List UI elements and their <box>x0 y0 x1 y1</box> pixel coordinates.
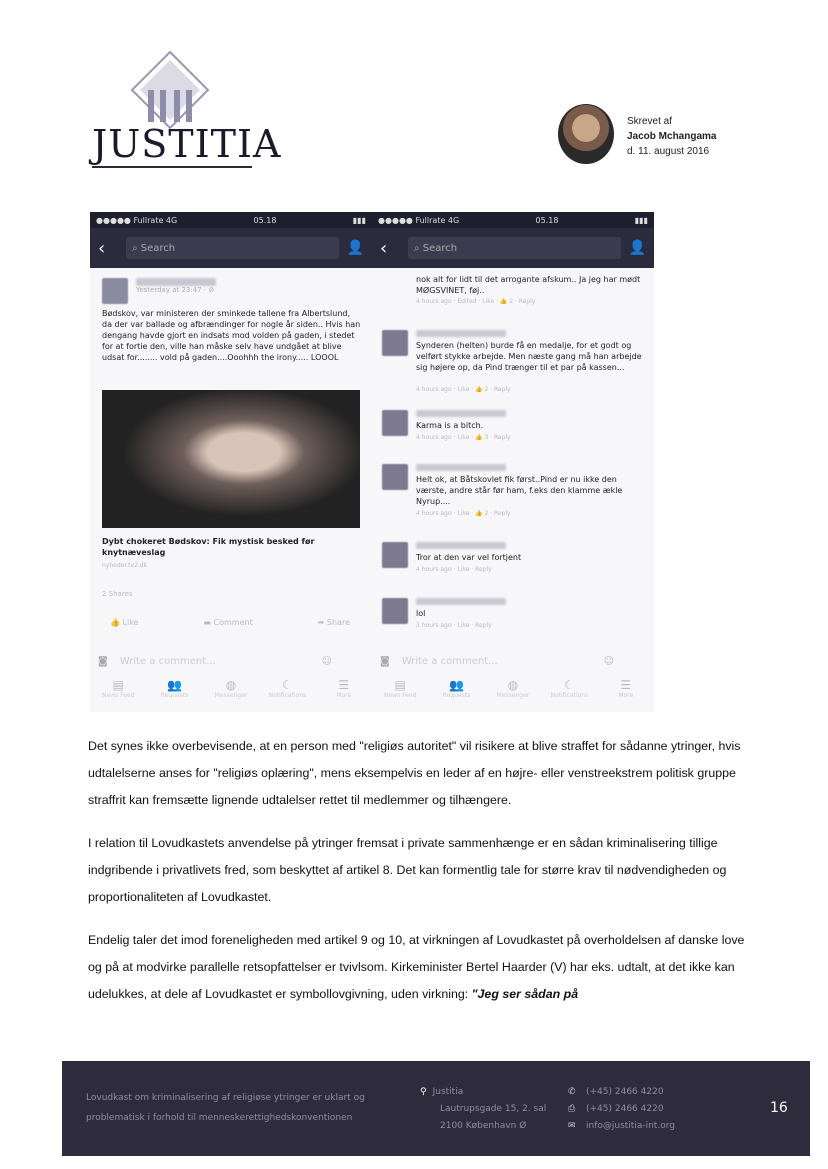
tab-more: ☰ More <box>602 678 650 712</box>
battery-icon: ▮▮▮ <box>634 215 648 225</box>
back-icon: ‹ <box>98 237 106 259</box>
post-text: Bødskov, var ministeren der sminkede tallene fra Albertslund, da der var ballade og afbrændinger for nogle år siden.. Hvis han dengang havde gjort en indsats mod volden på gaden, i stedet for at fortie den, ville han måske selv have undgået at blive udsat for........ vold på gaden....Ooohhh the irony..... LOOOL <box>102 309 361 362</box>
author-name: Jacob Mchangama <box>627 131 717 142</box>
comment-meta: 3 hours ago · Like · Reply <box>416 622 492 629</box>
comment-bar <box>372 650 654 672</box>
page-number: 16 <box>770 1100 788 1116</box>
commenter-name-blurred <box>416 410 506 417</box>
link-headline: Dybt chokeret Bødskov: Fik mystisk besked før knytnæveslag <box>102 537 315 557</box>
commenter-avatar <box>382 598 408 624</box>
tab-bar <box>90 678 372 712</box>
back-icon: ‹ <box>380 237 388 259</box>
battery-icon: ▮▮▮ <box>352 215 366 225</box>
paragraph-2: I relation til Lovudkastets anvendelse på ytringer fremsat i private sammenhænge er en sådan kriminalisering tillige indgribende i privatlivets fred, som beskyttet af artikel 8. Det kan formentlig tale for større krav til nødvendigheden og proportionaliteten af Lovudkastet. <box>88 836 727 904</box>
tab-messenger: ◍ Messenger <box>207 678 255 712</box>
poster-name-blurred <box>136 278 216 286</box>
post-actions <box>110 618 350 627</box>
comment-text: nok alt for lidt til det arrogante afskum.. Ja jeg har mødt MØGSVINET, føj.. <box>416 275 641 295</box>
emoji-icon: ☺ <box>321 655 332 667</box>
comment-meta: 4 hours ago · Like · Reply <box>416 566 492 573</box>
search-field <box>408 237 621 259</box>
location-pin-icon: ⚲ <box>420 1087 427 1097</box>
notifications-icon: ☾ <box>281 678 293 692</box>
footer-title-line-1: Lovudkast om kriminalisering af religiøse ytringer er uklart og <box>86 1093 365 1103</box>
requests-icon: 👥 <box>449 678 465 692</box>
comment-text: Synderen (helten) burde få en medalje, for et godt og velført stykke arbejde. Men næste gang må han arbejde sig højere op, da Pind trænger til et par på kassen... <box>416 341 642 372</box>
tab-requests: 👥 Requests <box>433 678 481 712</box>
author-avatar <box>558 104 614 164</box>
news-feed-icon: ▤ <box>394 678 406 692</box>
body-text <box>88 733 760 1024</box>
search-field <box>126 237 339 259</box>
tab-news-feed: ▤ News Feed <box>376 678 424 712</box>
comment-text: Helt ok, at Båtskovlet fik først..Pind er nu ikke den værste, andre står før ham, f.eks den klamme ækle Nyrup.... <box>416 475 623 506</box>
tab-news-feed: ▤ News Feed <box>94 678 142 712</box>
comment-meta: 4 hours ago · Like · 👍 3 · Reply <box>416 434 511 441</box>
comment-placeholder: Write a comment... <box>119 655 216 667</box>
comment-text: Karma is a bitch. <box>416 421 484 430</box>
like-action: 👍 Like <box>110 618 139 627</box>
comment-text: lol <box>416 609 426 618</box>
author-label: Skrevet af <box>627 116 673 127</box>
carrier: ●●●●● Fullrate 4G <box>96 215 178 225</box>
poster-avatar <box>102 278 128 304</box>
logo-underline <box>92 166 252 168</box>
carrier: ●●●●● Fullrate 4G <box>378 215 460 225</box>
share-action: ➦ Share <box>317 618 350 627</box>
friend-requests-icon: 👤 <box>346 240 364 256</box>
more-icon: ☰ <box>338 678 350 692</box>
justitia-logo-icon <box>130 50 210 130</box>
author-block <box>627 114 716 159</box>
footer-address-line-1: Lautrupsgade 15, 2. sal <box>440 1104 547 1114</box>
comment-meta: 4 hours ago · Like · 👍 2 · Reply <box>416 386 511 393</box>
tab-requests: 👥 Requests <box>151 678 199 712</box>
logo-text: JUSTITIA <box>92 122 282 166</box>
tab-notifications: ☾ Notifications <box>545 678 593 712</box>
facebook-screenshot-post <box>90 212 372 712</box>
nav-bar <box>90 228 372 268</box>
status-bar <box>372 212 654 228</box>
footer-fax: (+45) 2466 4220 <box>586 1104 664 1114</box>
comment-action: ▬ Comment <box>203 618 253 627</box>
footer-phone: (+45) 2466 4220 <box>586 1087 664 1097</box>
facebook-screenshot-comments <box>372 212 654 712</box>
search-placeholder: Search <box>140 242 176 254</box>
footer-address <box>420 1084 546 1135</box>
post-image <box>102 390 360 528</box>
commenter-name-blurred <box>416 598 506 605</box>
paragraph-3-text: Endelig taler det imod foreneligheden med artikel 9 og 10, at virkningen af Lovudkastet på overholdelsen af danske love og på at modvirke parallelle retsopfattelser er tvivlsom. Kirkeminister Bertel Haarder (V) har eks. udtalt, at det ikke kan udelukkes, at dele af Lovudkastet er symbollovgivning, uden virkning: <box>88 933 745 1001</box>
tab-messenger: ◍ Messenger <box>489 678 537 712</box>
paragraph-3-quote: "Jeg ser sådan på <box>471 987 579 1001</box>
status-time: 05.18 <box>253 215 277 225</box>
notifications-icon: ☾ <box>563 678 575 692</box>
share-count: 2 Shares <box>102 590 133 598</box>
commenter-name-blurred <box>416 330 506 337</box>
friend-requests-icon: 👤 <box>628 240 646 256</box>
camera-icon: ◙ <box>98 655 108 667</box>
commenter-avatar <box>382 464 408 490</box>
comment-text: Tror at den var vel fortjent <box>416 553 522 562</box>
status-time: 05.18 <box>535 215 559 225</box>
commenter-avatar <box>382 542 408 568</box>
nav-bar <box>372 228 654 268</box>
news-feed-icon: ▤ <box>112 678 124 692</box>
commenter-avatar <box>382 330 408 356</box>
search-icon: ⌕ <box>132 242 141 254</box>
comment-icon: ▬ <box>203 618 214 627</box>
footer-title-line-2: problematisk i forhold til menneskerettighedskonventionen <box>86 1113 353 1123</box>
post-header <box>102 278 216 304</box>
messenger-icon: ◍ <box>507 678 519 692</box>
tab-bar <box>372 678 654 712</box>
paragraph-3 <box>88 927 760 1008</box>
phone-icon: ✆ <box>568 1087 576 1097</box>
paragraph-1: Det synes ikke overbevisende, at en person med "religiøs autoritet" vil risikere at blive straffet for sådanne ytringer, hvis udtalelserne anses for "religiøs oplæring", mens eksempelvis en leder af en højre- eller venstreekstrem politisk gruppe straffrit kan fremsætte lignende udtalelser rettet til medlemmer og tilhængere. <box>88 739 741 807</box>
comment-meta: 4 hours ago · Like · 👍 2 · Reply <box>416 510 511 517</box>
commenter-name-blurred <box>416 542 506 549</box>
tab-more: ☰ More <box>320 678 368 712</box>
footer-address-line-2: 2100 København Ø <box>440 1121 527 1131</box>
fax-icon: ⎙ <box>568 1104 576 1114</box>
comment-placeholder: Write a comment... <box>401 655 498 667</box>
post-meta: Yesterday at 23:47 · ⊘ <box>136 286 215 294</box>
camera-icon: ◙ <box>380 655 390 667</box>
commenter-avatar <box>382 410 408 436</box>
search-placeholder: Search <box>422 242 458 254</box>
share-icon: ➦ <box>317 618 327 627</box>
comment-meta: 4 hours ago · Edited · Like · 👍 2 · Reply <box>416 298 536 305</box>
like-icon: 👍 <box>110 618 123 627</box>
more-icon: ☰ <box>620 678 632 692</box>
search-icon: ⌕ <box>414 242 423 254</box>
footer-document-title <box>86 1088 365 1128</box>
author-date: d. 11. august 2016 <box>627 146 710 157</box>
footer-org: Justitia <box>432 1087 464 1097</box>
status-bar <box>90 212 372 228</box>
link-source: nyheder.tv2.dk <box>102 562 148 569</box>
commenter-name-blurred <box>416 464 506 471</box>
footer-email: info@justitia-int.org <box>586 1121 675 1131</box>
tab-notifications: ☾ Notifications <box>263 678 311 712</box>
messenger-icon: ◍ <box>225 678 237 692</box>
comment-bar <box>90 650 372 672</box>
requests-icon: 👥 <box>167 678 183 692</box>
footer-contact <box>568 1084 675 1135</box>
emoji-icon: ☺ <box>603 655 614 667</box>
email-icon: ✉ <box>568 1121 576 1131</box>
